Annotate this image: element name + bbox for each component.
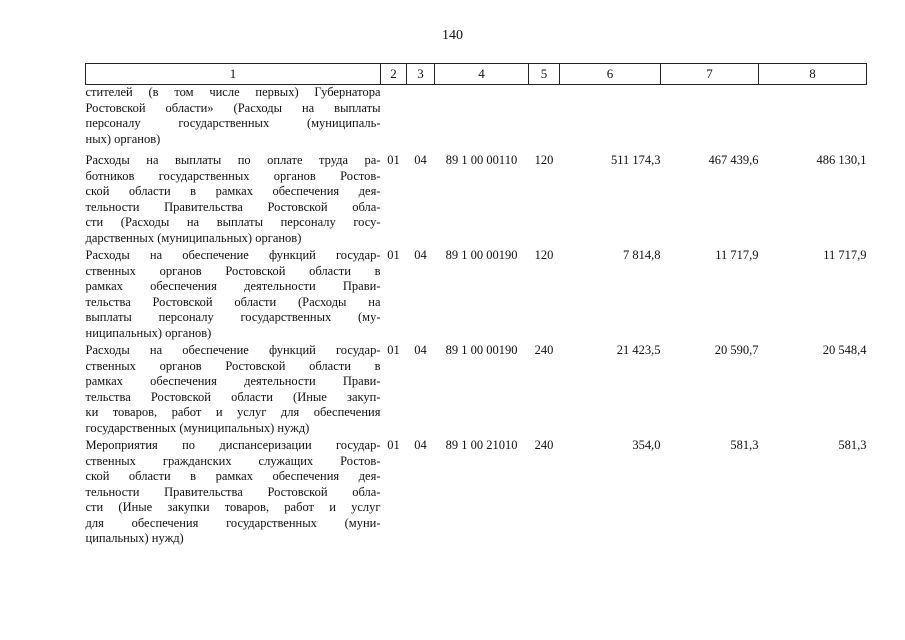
- description-line: ской области в рамках обеспечения дея-: [85, 184, 381, 198]
- expense-type-code: 240: [534, 343, 554, 357]
- description-line: Ростовской области» (Расходы на выплаты: [85, 100, 381, 115]
- amount-col-8: 581,3: [838, 438, 867, 452]
- description-line: Мероприятия по диспансеризации государ-: [85, 438, 381, 452]
- table-header-row: [86, 64, 867, 85]
- row-description: [86, 436, 381, 547]
- target-article-code: 89 1 00 21010: [445, 438, 518, 452]
- section-code: 01: [387, 248, 400, 262]
- target-article-code: [435, 85, 529, 152]
- row-description: [86, 85, 381, 152]
- header-col-2: 2: [381, 64, 407, 85]
- description-line: тельства Ростовской области (Расходы на: [85, 294, 381, 309]
- description-line: государственных (муниципальных) нужд): [85, 420, 310, 435]
- amount-col-7: [661, 85, 759, 152]
- description-line: ципальных) нужд): [85, 531, 184, 545]
- description-line: тельности Правительства Ростовской обла-: [85, 199, 381, 214]
- description-line: ственных гражданских служащих Ростов-: [85, 453, 381, 468]
- amount-col-7: 20 590,7: [714, 343, 759, 357]
- subsection-code: 04: [414, 438, 427, 452]
- description-line: Расходы на обеспечение функций государ-: [85, 343, 381, 357]
- description-line: ботников государственных органов Ростов-: [85, 168, 381, 183]
- amount-col-8: 486 130,1: [816, 153, 867, 167]
- amount-col-6: 7 814,8: [623, 248, 661, 262]
- description-line: стителей (в том числе первых) Губернатора: [85, 85, 381, 99]
- expense-type-code: 120: [534, 153, 554, 167]
- description-line: рамках обеспечения деятельности Прави-: [85, 279, 381, 293]
- section-code: [381, 85, 407, 152]
- header-col-7: 7: [661, 64, 759, 85]
- description-line: тельства Ростовской области (Иные закуп-: [85, 389, 381, 404]
- description-line: ственных органов Ростовской области в: [85, 358, 381, 373]
- header-col-5: 5: [529, 64, 560, 85]
- amount-col-7: 11 717,9: [715, 248, 759, 262]
- amount-col-8: 11 717,9: [823, 248, 867, 262]
- table-row: [86, 85, 867, 152]
- description-line: сти (Иные закупки товаров, работ и услуг: [85, 500, 381, 514]
- expense-type-code: [529, 85, 560, 152]
- description-line: ки товаров, работ и услуг для обеспечения: [85, 405, 381, 419]
- subsection-code: [407, 85, 435, 152]
- section-code: 01: [387, 153, 400, 167]
- section-code: 01: [387, 438, 400, 452]
- description-line: рамках обеспечения деятельности Прави-: [85, 374, 381, 388]
- description-line: ных) органов): [85, 131, 161, 146]
- header-col-1: 1: [86, 64, 381, 85]
- description-line: выплаты персоналу государственных (му-: [85, 310, 381, 324]
- row-description: [86, 151, 381, 246]
- page-number: 140: [442, 28, 463, 43]
- subsection-code: 04: [414, 248, 427, 262]
- row-description: [86, 246, 381, 341]
- header-col-3: 3: [407, 64, 435, 85]
- amount-col-6: [560, 85, 661, 152]
- subsection-code: 04: [414, 153, 427, 167]
- header-col-6: 6: [560, 64, 661, 85]
- subsection-code: 04: [414, 343, 427, 357]
- description-line: для обеспечения государственных (муни-: [85, 515, 381, 530]
- section-code: 01: [387, 343, 400, 357]
- description-line: Расходы на обеспечение функций государ-: [85, 248, 381, 262]
- table-row: [86, 341, 867, 436]
- description-line: сти (Расходы на выплаты персоналу госу-: [85, 215, 381, 229]
- header-col-4: 4: [435, 64, 529, 85]
- amount-col-8: [759, 85, 867, 152]
- header-col-8: 8: [759, 64, 867, 85]
- table-row: [86, 246, 867, 341]
- expense-type-code: 120: [534, 248, 554, 262]
- description-line: тельности Правительства Ростовской обла-: [85, 484, 381, 499]
- amount-col-6: 21 423,5: [616, 343, 661, 357]
- amount-col-6: 354,0: [632, 438, 661, 452]
- target-article-code: 89 1 00 00190: [445, 248, 518, 262]
- amount-col-6: 511 174,3: [610, 153, 661, 167]
- amount-col-7: 581,3: [730, 438, 759, 452]
- description-line: ской области в рамках обеспечения дея-: [85, 469, 381, 483]
- description-line: Расходы на выплаты по оплате труда ра-: [85, 153, 381, 167]
- row-description: [86, 341, 381, 436]
- amount-col-8: 20 548,4: [822, 343, 867, 357]
- target-article-code: 89 1 00 00190: [445, 343, 518, 357]
- description-line: ниципальных) органов): [85, 325, 212, 340]
- amount-col-7: 467 439,6: [708, 153, 759, 167]
- description-line: персоналу государственных (муниципаль-: [85, 116, 381, 130]
- expense-type-code: 240: [534, 438, 554, 452]
- description-line: ственных органов Ростовской области в: [85, 263, 381, 278]
- table-row: [86, 151, 867, 246]
- target-article-code: 89 1 00 00110: [445, 153, 518, 167]
- budget-table: [85, 63, 867, 547]
- table-row: [86, 436, 867, 547]
- description-line: дарственных (муниципальных) органов): [85, 230, 302, 245]
